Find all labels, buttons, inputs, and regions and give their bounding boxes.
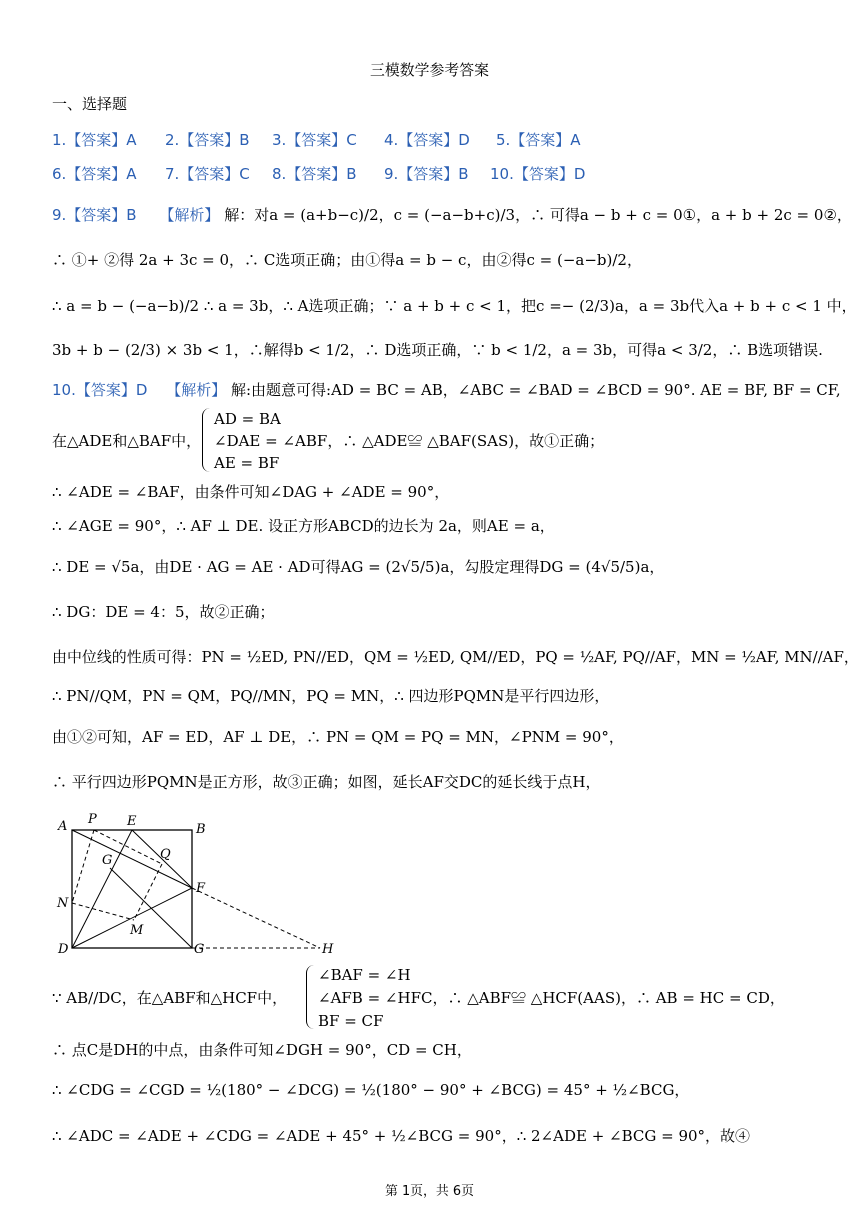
q10-answer: 10.【答案】D	[52, 381, 148, 399]
q10-line-6: ∴ DG：DE = 4：5，故②正确；	[52, 603, 275, 621]
line-de	[72, 830, 132, 948]
label-f: F	[196, 881, 206, 896]
q10-line-11: ∵ AB//DC，在△ABF和△HCF中，	[52, 989, 288, 1007]
brace1-line-1: AD = BA	[214, 410, 281, 428]
q9-text-1: 解：对a = (a+b−c)/2，c = (−a−b+c)/3，∴ 可得a − b + c = 0①，a + b + 2c = 0②，	[224, 206, 852, 224]
label-a: A	[58, 819, 68, 834]
label-m: M	[130, 923, 144, 938]
q10-line-14: ∴ ∠ADC = ∠ADE + ∠CDG = ∠ADE + 45° + ½∠BCG = 90°，∴ 2∠ADE + ∠BCG = 90°，故④	[52, 1127, 751, 1145]
q9-line-4: 3b + b − (2/3) × 3b < 1，∴解得b < 1/2，∴ D选项正确，∵ b < 1/2，a = 3b，可得a < 3/2，∴ B选项错误.	[52, 341, 823, 359]
line-df	[72, 888, 192, 948]
answer-4: 4.【答案】D	[384, 131, 470, 149]
page-title: 三模数学参考答案	[370, 61, 489, 79]
brace1-line-3: AE = BF	[214, 454, 280, 472]
line-pn	[72, 830, 94, 903]
answer-1: 1.【答案】A	[52, 131, 137, 149]
label-e: E	[127, 814, 137, 829]
answer-7: 7.【答案】C	[165, 165, 250, 183]
q10-line-12: ∴ 点C是DH的中点，由条件可知∠DGH = 90°，CD = CH，	[52, 1041, 472, 1059]
answer-8: 8.【答案】B	[272, 165, 357, 183]
q10-line-1	[52, 380, 841, 400]
brace2-line-2: ∠AFB = ∠HFC，∴ △ABF≌ △HCF(AAS)，∴ AB = HC = CD，	[318, 989, 785, 1007]
label-p: P	[88, 812, 97, 827]
left-brace-2	[306, 965, 315, 1029]
label-n: N	[57, 896, 69, 911]
line-fh	[192, 888, 320, 948]
q10-line-3: ∴ ∠ADE = ∠BAF，由条件可知∠DAG + ∠ADE = 90°，	[52, 483, 450, 501]
q10-line-13: ∴ ∠CDG = ∠CGD = ½(180° − ∠DCG) = ½(180° − 90° + ∠BCG) = 45° + ½∠BCG，	[52, 1081, 690, 1099]
q10-line-4: ∴ ∠AGE = 90°，∴ AF ⊥ DE. 设正方形ABCD的边长为 2a，则AE = a，	[52, 517, 555, 535]
q10-line-8: ∴ PN//QM，PN = QM，PQ//MN，PQ = MN，∴ 四边形PQMN是平行四边形，	[52, 687, 610, 705]
answer-2: 2.【答案】B	[165, 131, 250, 149]
q9-answer: 9.【答案】B	[52, 206, 137, 224]
answer-6: 6.【答案】A	[52, 165, 137, 183]
q9-line-2: ∴ ①+ ②得 2a + 3c = 0，∴ C选项正确；由①得a = b − c，由②得c = (−a−b)/2，	[52, 251, 642, 269]
page-footer: 第 1页，共 6页	[385, 1184, 474, 1199]
brace1-line-2: ∠DAE = ∠ABF，∴ △ADE≌ △BAF(SAS)，故①正确；	[214, 432, 605, 450]
line-af	[72, 830, 192, 888]
label-c: G	[194, 942, 205, 957]
answer-10: 10.【答案】D	[490, 165, 586, 183]
answer-9: 9.【答案】B	[384, 165, 469, 183]
label-b: B	[196, 822, 206, 837]
section-heading: 一、选择题	[52, 95, 128, 113]
label-g: G	[102, 853, 113, 868]
q9-line-1	[52, 205, 852, 225]
label-h: H	[322, 942, 334, 957]
q10-line-9: 由①②可知，AF = ED，AF ⊥ DE，∴ PN = QM = PQ = MN，∠PNM = 90°，	[52, 728, 624, 746]
q10-line-5: ∴ DE = √5a，由DE · AG = AE · AD可得AG = (2√5/5)a，勾股定理得DG = (4√5/5)a，	[52, 558, 665, 576]
answer-5: 5.【答案】A	[496, 131, 581, 149]
line-qm	[134, 864, 162, 920]
label-q: Q	[160, 847, 171, 862]
brace2-line-1: ∠BAF = ∠H	[318, 966, 411, 984]
q10-line-10: ∴ 平行四边形PQMN是正方形，故③正确；如图，延长AF交DC的延长线于点H，	[52, 773, 601, 791]
q9-analysis-tag: 【解析】	[159, 206, 220, 224]
q10-line-2: 在△ADE和△BAF中，	[52, 432, 202, 450]
q10-analysis-tag: 【解析】	[166, 381, 227, 399]
q10-line-7: 由中位线的性质可得：PN = ½ED, PN//ED，QM = ½ED, QM//ED，PQ = ½AF, PQ//AF，MN = ½AF, MN//AF，	[52, 648, 859, 666]
q10-text-1: 解:由题意可得:AD = BC = AB，∠ABC = ∠BAD = ∠BCD = 90°. AE = BF, BF = CF,	[230, 381, 841, 399]
label-d: D	[58, 942, 69, 957]
q9-line-3: ∴ a = b − (−a−b)/2 ∴ a = 3b，∴ A选项正确；∵ a + b + c < 1，把c =− (2/3)a，a = 3b代入a + b + c < 1 中，	[52, 297, 857, 315]
line-nm	[72, 903, 134, 920]
answer-3: 3.【答案】C	[272, 131, 357, 149]
left-brace	[202, 408, 211, 472]
geometry-figure	[52, 808, 352, 958]
brace2-line-3: BF = CF	[318, 1012, 384, 1030]
line-gc	[110, 868, 192, 948]
